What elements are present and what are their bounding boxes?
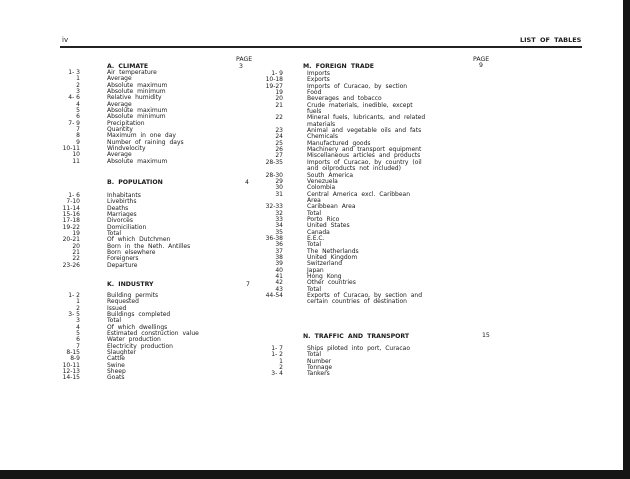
- table-title: Total: [307, 285, 322, 293]
- table-number: 2: [76, 81, 80, 89]
- table-number: 19-22: [62, 223, 80, 231]
- table-number: 28-30: [265, 171, 283, 179]
- section-heading: N. TRAFFIC AND TRANSPORT: [303, 333, 410, 340]
- table-number: 10: [72, 151, 80, 159]
- table-number: 8-9: [70, 355, 80, 363]
- table-number: 34: [275, 222, 283, 230]
- table-number: 36-38: [265, 234, 283, 242]
- table-title: Imports of Curacao, by section: [307, 82, 408, 90]
- table-number: 17-18: [62, 217, 80, 225]
- table-title: Colombia: [307, 184, 336, 192]
- table-number: 33: [275, 215, 283, 223]
- table-number: 20: [275, 95, 283, 103]
- table-title: Absolute minimum: [107, 88, 166, 96]
- table-number: 38: [275, 253, 283, 261]
- table-title: Total: [307, 241, 322, 249]
- section-page-number: 15: [482, 332, 490, 339]
- table-number: 19-27: [265, 82, 283, 90]
- table-number: 32: [275, 209, 283, 217]
- table-number: 10-11: [62, 145, 80, 153]
- table-title: Porto Rico: [307, 215, 340, 223]
- table-title: Absolute maximum: [107, 81, 168, 89]
- table-title: Imports: [307, 70, 331, 77]
- table-title: Venezuela: [307, 177, 338, 185]
- table-number: 27: [275, 152, 283, 160]
- table-title: Buildings completed: [107, 311, 171, 319]
- table-title: Absolute maximum: [107, 107, 168, 115]
- section-page-number: 9: [479, 62, 483, 69]
- scan-edge-bottom: [0, 470, 630, 479]
- table-number: 14-15: [62, 374, 80, 382]
- table-title: Divorces: [107, 217, 133, 225]
- table-title: Absolute minimum: [107, 113, 166, 121]
- table-number: 1- 9: [271, 70, 283, 77]
- table-title: materials: [307, 120, 336, 128]
- table-title: Average: [107, 100, 132, 108]
- table-title: Average: [107, 151, 132, 159]
- table-title: Water production: [107, 336, 161, 344]
- table-title: Crude materials, inedible, except: [307, 101, 413, 109]
- table-title: Building permits: [107, 292, 159, 299]
- table-title: Beverages and tobacco: [307, 95, 382, 103]
- table-title: E.E.C.: [307, 234, 325, 242]
- table-title: Manufactured goods: [307, 139, 371, 147]
- table-title: Requested: [107, 298, 139, 306]
- table-number: 32-33: [265, 203, 283, 211]
- table-number: 12-13: [62, 368, 80, 376]
- table-number: 2: [76, 304, 80, 312]
- table-number: 3- 4: [271, 370, 283, 378]
- section-heading: B. POPULATION: [107, 179, 163, 186]
- table-number: 5: [76, 107, 80, 115]
- table-number: 3: [76, 88, 80, 96]
- table-title: Born elsewhere: [107, 249, 156, 257]
- table-number: 19: [275, 89, 283, 97]
- table-number: 1- 6: [68, 192, 80, 199]
- table-title: Foreigners: [107, 255, 139, 263]
- table-title: certain countries of destination: [307, 298, 407, 306]
- table-number: 41: [275, 273, 283, 280]
- table-number: 20: [72, 242, 80, 250]
- scan-edge-right: [623, 0, 630, 479]
- table-title: Marriages: [107, 211, 137, 219]
- table-title: Number: [307, 357, 332, 365]
- table-number: 22: [72, 255, 80, 263]
- table-title: Chemicals: [307, 133, 338, 141]
- table-number: 1- 2: [271, 351, 283, 359]
- table-number: 9: [76, 138, 80, 146]
- table-title: Switzerland: [307, 260, 342, 268]
- table-number: 43: [275, 285, 283, 293]
- table-title: Total: [107, 317, 122, 325]
- table-title: Miscellaneous articles and products: [307, 152, 421, 160]
- table-number: 4- 6: [68, 94, 80, 102]
- table-number: 3: [76, 317, 80, 325]
- table-title: United Kingdom: [307, 253, 358, 261]
- table-number: 25: [275, 139, 283, 147]
- table-title: Animal and vegetable oils and fats: [307, 127, 422, 135]
- table-title: Of which Dutchmen: [107, 236, 171, 244]
- table-title: Air temperature: [107, 69, 157, 76]
- table-number: 1: [76, 75, 80, 83]
- table-title: Absolute maximum: [107, 157, 168, 165]
- table-number: 22: [275, 114, 283, 122]
- table-number: 30: [275, 184, 283, 192]
- table-number: 31: [275, 190, 283, 198]
- table-number: 2: [279, 364, 283, 372]
- table-title: Relative humidity: [107, 94, 162, 102]
- table-title: Maximum in one day: [107, 132, 176, 140]
- table-number: 23-26: [62, 261, 80, 269]
- table-number: 4: [76, 323, 80, 331]
- table-title: Total: [307, 209, 322, 217]
- table-title: Of which dwellings: [107, 323, 168, 331]
- table-number: 1: [279, 357, 283, 365]
- table-number: 42: [275, 279, 283, 287]
- table-number: 24: [275, 133, 283, 141]
- section-heading: M. FOREIGN TRADE: [303, 63, 374, 70]
- table-number: 11: [72, 157, 80, 165]
- table-title: Canada: [307, 228, 330, 236]
- section-heading: A. CLIMATE: [107, 63, 149, 70]
- table-number: 3- 5: [68, 311, 80, 319]
- table-number: 26: [275, 146, 283, 154]
- table-title: Average: [107, 75, 132, 83]
- table-title: Precipitation: [107, 119, 145, 127]
- table-number: 37: [275, 247, 283, 255]
- section-heading: K. INDUSTRY: [107, 281, 154, 288]
- table-title: Born in the Neth. Antilles: [107, 242, 191, 250]
- table-title: Departure: [107, 261, 138, 269]
- table-title: Issued: [107, 304, 127, 312]
- table-title: United States: [307, 222, 350, 230]
- table-title: Livebirths: [107, 198, 137, 206]
- table-number: 21: [72, 249, 80, 257]
- table-title: Sheep: [107, 368, 126, 376]
- table-number: 7: [76, 126, 80, 134]
- page-label-left: PAGE: [236, 56, 253, 63]
- section-page-number: 4: [245, 179, 249, 186]
- table-number: 44-54: [265, 292, 283, 300]
- table-number: 1- 3: [68, 69, 80, 76]
- table-title: Cattle: [107, 355, 125, 363]
- table-number: 40: [275, 266, 283, 274]
- table-title: Slaughter: [107, 349, 137, 357]
- table-number: 7- 9: [68, 119, 80, 127]
- table-number: 35: [275, 228, 283, 236]
- table-title: Deaths: [107, 204, 129, 212]
- table-title: and oilproducts not included): [307, 165, 401, 173]
- table-number: 8-15: [66, 349, 80, 357]
- table-number: 7: [76, 342, 80, 350]
- table-title: Number of raining days: [107, 138, 184, 146]
- table-title: Caribbean Area: [307, 203, 356, 211]
- table-title: Ships piloted into port, Curacao: [307, 345, 410, 352]
- table-title: Other countries: [307, 279, 356, 287]
- table-title: Hong Kong: [307, 273, 342, 280]
- table-number: 6: [76, 113, 80, 121]
- table-number: 11-14: [62, 204, 80, 212]
- table-number: 20-21: [62, 236, 80, 244]
- table-title: Food: [307, 89, 322, 97]
- table-number: 5: [76, 330, 80, 338]
- page-number: iv: [62, 36, 69, 44]
- table-number: 28-35: [265, 158, 283, 166]
- table-number: 39: [275, 260, 283, 268]
- table-title: Inhabitants: [107, 192, 141, 199]
- table-title: Goats: [107, 374, 125, 382]
- table-title: Quantity: [107, 126, 133, 134]
- table-number: 8: [76, 132, 80, 140]
- table-title: Domiciliation: [107, 223, 147, 231]
- table-title: Tonnage: [307, 364, 333, 372]
- table-number: 29: [275, 177, 283, 185]
- table-number: 19: [72, 230, 80, 238]
- table-number: 6: [76, 336, 80, 344]
- header-rule: [60, 46, 582, 48]
- table-title: Total: [307, 351, 322, 359]
- table-number: 1- 7: [271, 345, 283, 352]
- table-title: Area: [307, 196, 321, 204]
- table-number: 7-10: [66, 198, 80, 206]
- table-title: Swine: [107, 361, 125, 369]
- table-title: Total: [107, 230, 122, 238]
- table-title: Japan: [307, 266, 324, 274]
- table-title: The Netherlands: [307, 247, 359, 255]
- table-title: South America: [307, 171, 354, 179]
- table-number: 1: [76, 298, 80, 306]
- table-title: fuels: [307, 108, 322, 116]
- table-title: Imports of Curacao, by country (oil: [307, 158, 422, 166]
- table-number: 15-16: [62, 211, 80, 219]
- page-label-right: PAGE: [473, 56, 490, 63]
- table-number: 4: [76, 100, 80, 108]
- table-number: 10-11: [62, 361, 80, 369]
- running-title: LIST OF TABLES: [520, 36, 582, 44]
- table-number: 10-18: [265, 76, 283, 84]
- table-number: 23: [275, 127, 283, 135]
- table-title: Electricity production: [107, 342, 173, 350]
- table-number: 21: [275, 101, 283, 109]
- table-title: Tankers: [307, 370, 330, 378]
- table-title: Machinery and transport equipment: [307, 146, 422, 154]
- table-title: Central America excl. Caribbean: [307, 190, 411, 198]
- table-title: Mineral fuels, lubricants, and related: [307, 114, 426, 122]
- section-page-number: 7: [246, 281, 250, 288]
- table-title: Exports: [307, 76, 330, 84]
- table-number: 36: [275, 241, 283, 249]
- table-title: Exports of Curacao, by section and: [307, 292, 423, 300]
- table-title: Windvelocity: [107, 145, 146, 153]
- section-page-number: 3: [239, 63, 243, 70]
- table-title: Estimated construction value: [107, 330, 199, 338]
- table-number: 1- 2: [68, 292, 80, 299]
